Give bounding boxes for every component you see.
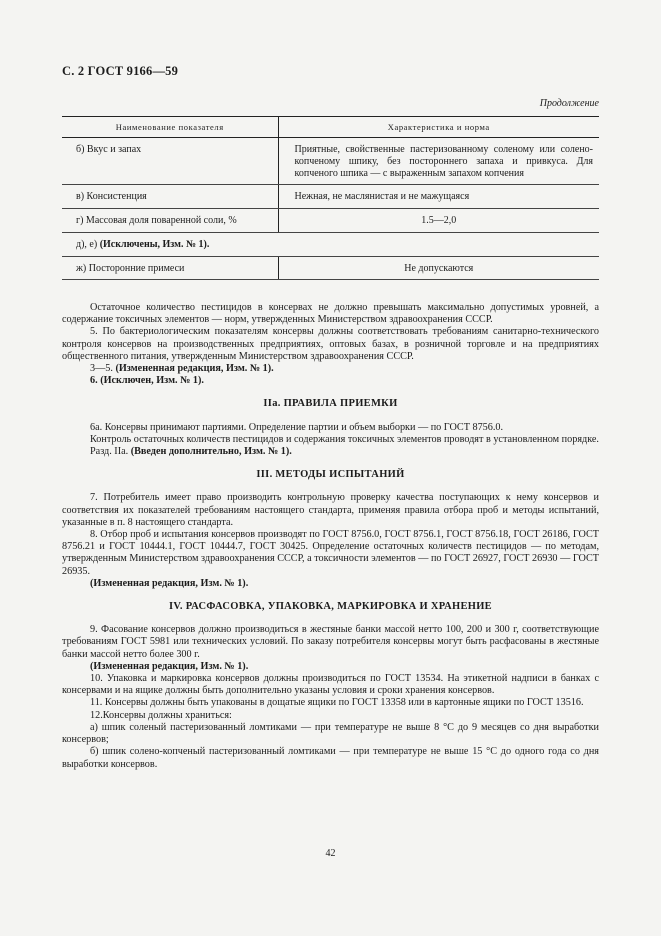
paragraph: 6а. Консервы принимают партиями. Определение партии и объем выборки — по ГОСТ 8756.0. (90, 421, 504, 433)
paragraph: 7. Потребитель имеет право производить контрольную проверку качества поступающих к нему консервов и соответствия их показателей требованиям настоящего стандарта, применяя правила отбора проб и методы испытаний, указанные в п. 8 настоящего стандарта. (62, 492, 599, 528)
paragraph: а) шпик соленый пастеризованный ломтиками — при температуре не выше 8 °С до 9 месяцев со дня выработки консервов; (62, 721, 599, 746)
row-name: в) Консистенция (62, 185, 278, 209)
table-header-row (62, 117, 599, 138)
row-value: Не допускаются (278, 257, 599, 280)
paragraph: 11. Консервы должны быть упакованы в дощатые ящики по ГОСТ 13358 или в картонные ящики по ГОСТ 13516. (90, 697, 584, 709)
paragraph: 5. По бактериологическим показателям консервы должны соответствовать требованиям санитарно-технического контроля консервов на производственных предприятиях, оптовых базах, в розничной торговле и на предприятиях общественного питания, утвержденным Министерством здравоохранения СССР. (62, 326, 599, 362)
document-header: С. 2 ГОСТ 9166—59 (62, 64, 179, 78)
row-full-prefix: д), е) (76, 239, 100, 250)
row-name: б) Вкус и запах (62, 138, 278, 185)
document-body (62, 302, 599, 771)
paragraph (62, 446, 599, 458)
spec-table (62, 116, 599, 280)
row-full (62, 233, 599, 257)
table-row (62, 138, 599, 185)
row-full-note: (Исключены, Изм. № 1). (99, 239, 210, 250)
column-header: Наименование показателя (62, 117, 278, 138)
amendment-note: (Измененная редакция, Изм. № 1). (90, 577, 249, 589)
paragraph-prefix: 3—5. (90, 363, 116, 375)
paragraph: 12.Консервы должны храниться: (90, 709, 232, 721)
row-value: 1.5—2,0 (278, 209, 599, 233)
paragraph: б) шпик солено-копченый пастеризованный ломтиками — при температуре не выше 15 °С до одного года со дня выработки консервов. (62, 746, 599, 770)
section-heading: III. МЕТОДЫ ИСПЫТАНИЙ (256, 469, 405, 481)
table-row (62, 209, 599, 233)
paragraph (62, 363, 599, 375)
paragraph: 9. Фасование консервов должно производиться в жестяные банки массой нетто 100, 200 и 300 г, соответствующие требованиям ГОСТ 5981 или технических условий. По заказу потребителя консервы могут быть расфасованы в жестяные банки массой нетто более 300 г. (62, 624, 599, 660)
table-row (62, 257, 599, 280)
section-heading: IIа. ПРАВИЛА ПРИЕМКИ (263, 398, 398, 410)
paragraph-prefix: Разд. IIа. (90, 446, 131, 458)
paragraph: Остаточное количество пестицидов в консервах не должно превышать максимально допустимых уровней, а содержание токсичных элементов — норм, утвержденных Министерством здравоохранения СССР. (62, 302, 599, 326)
paragraph: 10. Упаковка и маркировка консервов должны производиться по ГОСТ 13534. На этикетной надписи в банках с консервами и на ящике должны быть дополнительно указаны условия и сроки хранения консервов. (62, 673, 599, 697)
row-value: Приятные, свойственные пастеризованному соленому или солено-копченому шпику, без постороннего запаха и привкуса. Для копченого шпика — с выраженным запахом копчения (278, 138, 599, 185)
table-row (62, 233, 599, 257)
row-name: ж) Посторонние примеси (62, 257, 278, 280)
amendment-note: (Измененная редакция, Изм. № 1). (90, 660, 249, 672)
amendment-note: 6. (Исключен, Изм. № 1). (90, 375, 204, 387)
table-row (62, 185, 599, 209)
column-header: Характеристика и норма (278, 117, 599, 138)
amendment-note: (Введен дополнительно, Изм. № 1). (130, 446, 292, 458)
page-number: 42 (325, 848, 336, 859)
section-heading: IV. РАСФАСОВКА, УПАКОВКА, МАРКИРОВКА И ХРАНЕНИЕ (169, 601, 492, 613)
row-value: Нежная, не маслянистая и не мажущаяся (278, 185, 599, 209)
continuation-label: Продолжение (539, 98, 599, 109)
amendment-note: (Измененная редакция, Изм. № 1). (115, 363, 274, 375)
paragraph: 8. Отбор проб и испытания консервов производят по ГОСТ 8756.0, ГОСТ 8756.1, ГОСТ 8756.18, ГОСТ 26186, ГОСТ 8756.21 и ГОСТ 10444.1, ГОСТ 10444.7, ГОСТ 30425. Определение остаточных количеств пестицидов — по методам, утвержденным Министерством здравоохранения СССР, а токсичности элементов — по ГОСТ 26927, ГОСТ 26930 — ГОСТ 26935. (62, 529, 599, 577)
row-name: г) Массовая доля поваренной соли, % (62, 209, 278, 233)
paragraph: Контроль остаточных количеств пестицидов и содержания токсичных элементов проводят в установленном порядке. (90, 433, 599, 445)
